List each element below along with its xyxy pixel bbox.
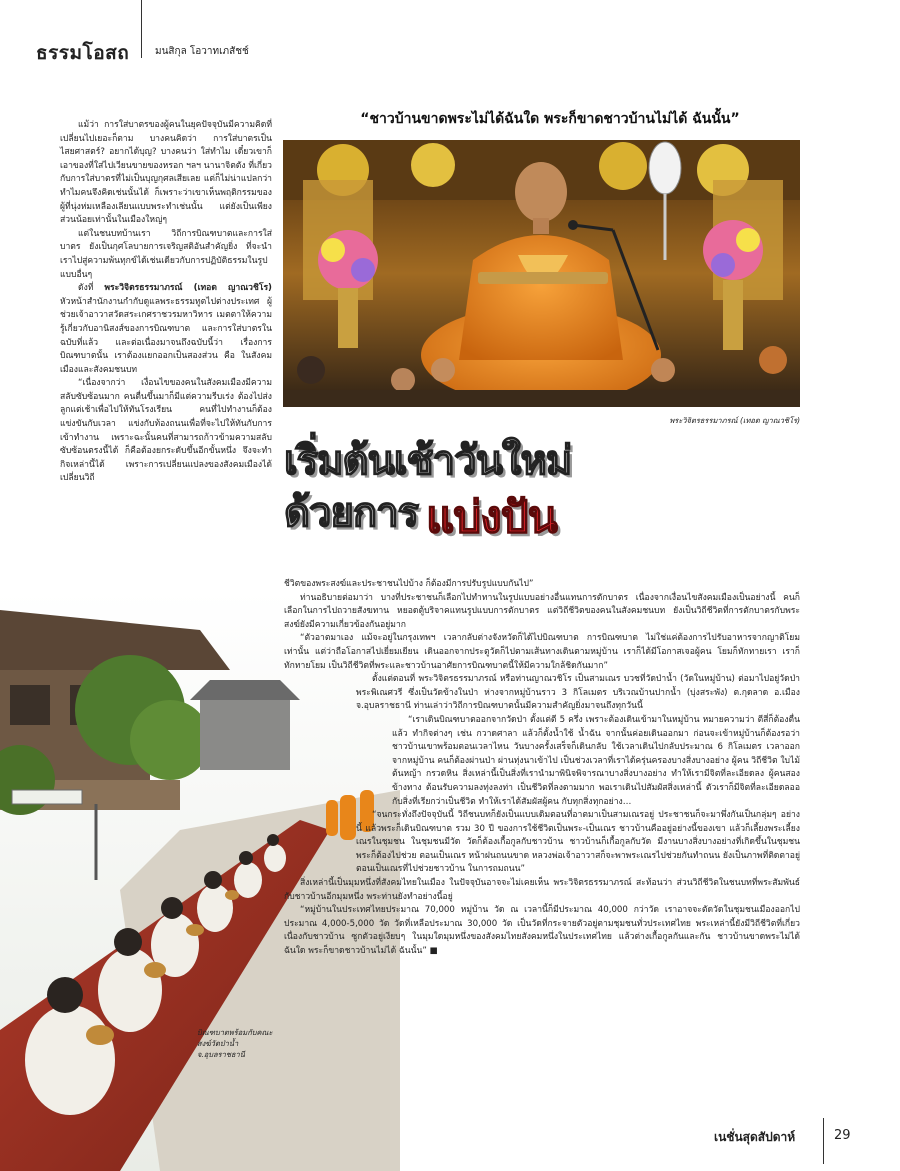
paragraph: “ตัวอาตมาเอง แม้จะอยู่ในกรุงเทพฯ เวลากลับต่างจังหวัดก็ได้ไปบิณฑบาต การบิณฑบาต ไม่ใช่แค่ต้องการไปรับอาหารจากญาติโยมเท่านั้น แต่ว่าถือโอกาสไปเยี่ยมเยียน เดินออกจากประตูวัดก็ไปตามเส้นทางเดินตามหมู่บ้าน เราก็ได้มีโอกาสเจอผู้คน โยมก็ทักทายเรา เราก็ทักทายโยม เป็นวิถีชีวิตที่พระและชาวบ้านอาศัยการบิณฑบาตนี้ให้มีความใกล้ชิดกันมาก” — [284, 633, 800, 671]
right-column-text — [284, 578, 800, 959]
text-span: หัวหน้าสำนักงานกำกับดูแลพระธรรมทูตไปต่างประเทศ ผู้ช่วยเจ้าอาวาสวัดสระเกศราชวรมหาวิหาร เมตตาให้ความรู้เกี่ยวกับอานิสงส์ของการบิณฑบาต และการใส่บาตรในฉบับที่แล้ว และต่อเนื่องมาจนถึงฉบับนี้ว่า เรื่องการบิณฑบาตนั้น เราต้องแยกออกเป็นสองส่วน คือ ในสังคมเมืองและสังคมชนบท — [60, 296, 272, 375]
section-title: ธรรมโอสถ — [36, 42, 130, 64]
paragraph: “หมู่บ้านในประเทศไทยประมาณ 70,000 หมู่บ้าน วัด ณ เวลานี้ก็มีประมาณ 40,000 กว่าวัด เราอาจจะตัดวัดในชุมชนเมืองออกไป ประมาณ 4,000-5,000 วัด วัดที่เหลือประมาณ 30,000 วัด เป็นวัดที่กระจายตัวอยู่ตามชุมชนทั่วประเทศไทย พระเหล่านี้ยังมีวิถีชีวิตที่เกี่ยวเนื่องกับชาวบ้าน ซูกตัวอยู่เงียบๆ ในมุมใดมุมหนึ่งของสังคมไทยสังคมหนึ่งในประเทศไทย แล้วต่างเกื้อกูลกันและกัน ชาวบ้านขาดพระไม่ได้ฉันใด พระก็ขาดชาวบ้านไม่ได้ ฉันนั้น” ■ — [284, 905, 800, 957]
monk-photo-caption: พระวิจิตรธรรมาภรณ์ (เทอด ญาณวชิโร) — [669, 416, 800, 425]
paragraph: ตั้งแต่ตอนที่ พระวิจิตรธรรมาภรณ์ หรือท่านญาณวชิโร เป็นสามเณร บวชที่วัดป่าน้ำ (วัดในหมู่บ้าน) ต่อมาไปอยู่วัดป่าพระพิเณศวรี ซึ่งเป็นวัดข้างในป่า ห่างจากหมู่บ้านราว 3 กิโลเมตร บริเวณบ้านปากน้ำ (บุ่งสระพัง) ต.กุดลาด อ.เมือง จ.อุบลราชธานี ท่านเล่าว่าวิถีการบิณฑบาตนั้นมีความสำคัญยิ่งมาจนถึงทุกวันนี้ — [356, 674, 800, 712]
paragraph: ท่านอธิบายต่อมาว่า บางที่ประชาชนก็เลือกไปทำทานในรูปแบบอย่างอื่นแทนการตักบาตร เนื่องจากเงื่อนไขสังคมเมืองเป็นอย่างนี้ คนก็เลือกในการไปถวายสังฆทาน หยอดตู้บริจาคแทนรูปแบบการตักบาตร แต่วิถีชีวิตของคนในสังคมชนบท ยังเป็นวิถีชีวิตที่การตักบาตรกับพระสงฆ์ยังมีความเกี่ยวข้องกันอยู่มาก — [284, 592, 800, 630]
monk-photo-illustration — [283, 140, 800, 407]
headline-line1: เริ่มต้นเช้าวันใหม่ — [284, 438, 572, 484]
text-span: ดังที่ — [78, 283, 105, 294]
monk-photo — [283, 140, 800, 407]
author-name: มนสิกุล โอวาทเภสัชช์ — [155, 46, 249, 57]
headline-line2-highlight: แบ่งปัน — [426, 492, 557, 543]
footer-divider — [823, 1118, 824, 1164]
paragraph: แต่ในชนบทบ้านเรา วิถีการบิณฑบาตและการใส่บาตร ยังเป็นกุศโลบายการเจริญสติอันสำคัญยิ่ง ที่จะนำเราไปสู่ความพ้นทุกข์ได้เช่นเดียวกับการปฏิบัติธรรมในรูปแบบอื่นๆ — [60, 228, 272, 280]
paragraph: “เนื่องจากว่า เงื่อนไขของคนในสังคมเมืองมีความสลับซับซ้อนมาก คนตื่นขึ้นมาก็มีแต่ความรีบเร่ง ต้องไปส่งลูกแต่เช้าเพื่อไปให้ทันโรงเรียน คนที่ไปทำงานก็ต้องแข่งขันกับเวลา แข่งกับท้องถนนเพื่อที่จะไปให้ทันกับการเข้าทำงาน เพราะฉะนั้นคนที่สามารถก้าวข้ามความสลับซับซ้อนตรงนี้ได้ ก็คือต้องยกระดับขึ้นอีกขั้นหนึ่ง จึงจะทำกิจเหล่านี้ได้ เพราะการเปลี่ยนแปลงของสังคมเมืองได้เปลี่ยนวิถี — [60, 378, 272, 484]
monk-name: พระวิจิตรธรรมาภรณ์ (เทอด ญาณวชิโร) — [104, 283, 272, 294]
headline-line2-prefix: ด้วยการ — [284, 490, 419, 536]
paragraph — [60, 282, 272, 377]
magazine-name: เนชั่นสุดสัปดาห์ — [714, 1130, 796, 1144]
header-divider — [141, 0, 142, 58]
paragraph: สิ่งเหล่านี้เป็นมุมหนึ่งที่สังคมไทยในเมือง ในปัจจุบันอาจจะไม่เคยเห็น พระวิจิตรธรรมาภรณ์ สะท้อนว่า ส่วนวิถีชีวิตในชนบทที่พระสัมพันธ์กับชาวบ้านอีกมุมหนึ่ง พระท่านยังทำอย่างนี้อยู่ — [284, 878, 800, 902]
alms-photo-caption: บิณฑบาตพร้อมกับคณะสงฆ์วัดป่าน้ำ จ.อุบลราชธานี — [197, 1028, 273, 1059]
left-column-text — [60, 119, 272, 486]
paragraph: “เราเดินบิณฑบาตออกจากวัดป่า ตั้งแต่ตี 5 ครึ่ง เพราะต้องเดินเข้ามาในหมู่บ้าน หมายความว่า ตีสี่ก็ต้องตื่นแล้ว ทำกิจต่างๆ เช่น กวาดศาลา แล้วก็ตั้งน้ำใช้ น้ำฉัน จากนั้นค่อยเดินออกมา ก่อนจะเข้าหมู่บ้านก็ต้องรอว่าชาวบ้านเขาพร้อมตอนเวลาไหน วันบางครั้งเสร็จก็เดินกลับ ใช้เวลาเดินไปกลับประมาณ 6 กิโลเมตร เวลาออกจากหมู่บ้าน คนก็ต้องผ่านป่า ผ่านทุ่งนาเข้าไป เป็นช่วงเวลาที่เราได้ครุ่นครองบางสิ่งบางอย่าง ผู้คน วิถีชีวิต ใบไม้ ต้นหญ้า กรวดหิน สิ่งเหล่านี้เป็นสิ่งที่เรานำมาพินิจพิจารณาบางสิ่งบางอย่าง ทำให้เรามีจิตที่ละเอียดลง ผู้คนสองข้างทาง ต้อนรับความลงทุ่งลงท่า เป็นชีวิตที่ลงตามมาก พอเราเดินไปสัมผัสสิ่งเหล่านี้ ตัวเราก็มีจิตที่ละเอียดลออกับสิ่งที่เรียกว่าเป็นชีวิต ทำให้เราได้สัมผัสผู้คน กับทุกสิ่งทุกอย่าง… — [392, 714, 800, 807]
page-number: 29 — [834, 1128, 851, 1143]
paragraph: “จนกระทั่งถึงปัจจุบันนี้ วิถีชนบทก็ยังเป็นแบบเดิมตอนที่อาตมาเป็นสามเณรอยู่ ประชาชนก็จะมาพึ่งกันเป็นกลุ่มๆ อย่างนี้ แล้วพระก็เดินบิณฑบาต รวม 30 ปี ของการใช้ชีวิตเป็นพระ-เป็นเณร ชาวบ้านคืออยู่อย่างนี้ของเขา แล้วก็เลี้ยงพระเลี้ยงเณรในชุมชน ในชุมชนมีวัด วัดก็ต้องเกื้อกูลกับชาวบ้าน ชาวบ้านก็เกื้อกูลกับวัด มีงานบางสิ่งบางอย่างที่เกิดขึ้นในชุมชน พระก็ต้องไปช่วย ตอนเป็นเณร หน้าฝนถนนขาด หลวงพ่อเจ้าอาวาสก็จะพาพระเณรไปช่วยกันทำถนน ยังเป็นภาพที่ติดตาอยู่ตอนเป็นเณรที่ไปช่วยชาวบ้าน ในการถมถนน” — [356, 810, 800, 875]
paragraph: ชีวิตของพระสงฆ์และประชาชนไปบ้าง ก็ต้องมีการปรับรูปแบบกันไป” — [284, 579, 534, 589]
pull-quote: “ชาวบ้านขาดพระไม่ได้ฉันใด พระก็ขาดชาวบ้านไม่ได้ ฉันนั้น” — [360, 111, 740, 127]
paragraph: แม้ว่า การใส่บาตรของผู้คนในยุคปัจจุบันมีความคิดที่เปลี่ยนไปเยอะก็ตาม บางคนคิดว่า การใส่บาตรเป็นไสยศาสตร์? อยากได้บุญ? บางคนว่า ใส่ทำไม เดี๋ยวเขาก็เอาของที่ใส่ไปเวียนขายของหรอก ฯลฯ นานาจิตตัง ที่เกี่ยวกับการใส่บาตรที่ไม่เป็นบุญกุศลเสียเลย แต่ก็ไม่น่าแปลกว่าทำไมคนจึงคิดเช่นนั้นได้ ก็เพราะว่าเขาเห็นพฤติกรรมของผู้ที่นุ่งห่มเหลืองเลียนแบบพระทำเช่นนั้น แต่ยังเป็นเพียงส่วนน้อยเท่านั้นในเมืองใหญ่ๆ — [60, 120, 272, 226]
